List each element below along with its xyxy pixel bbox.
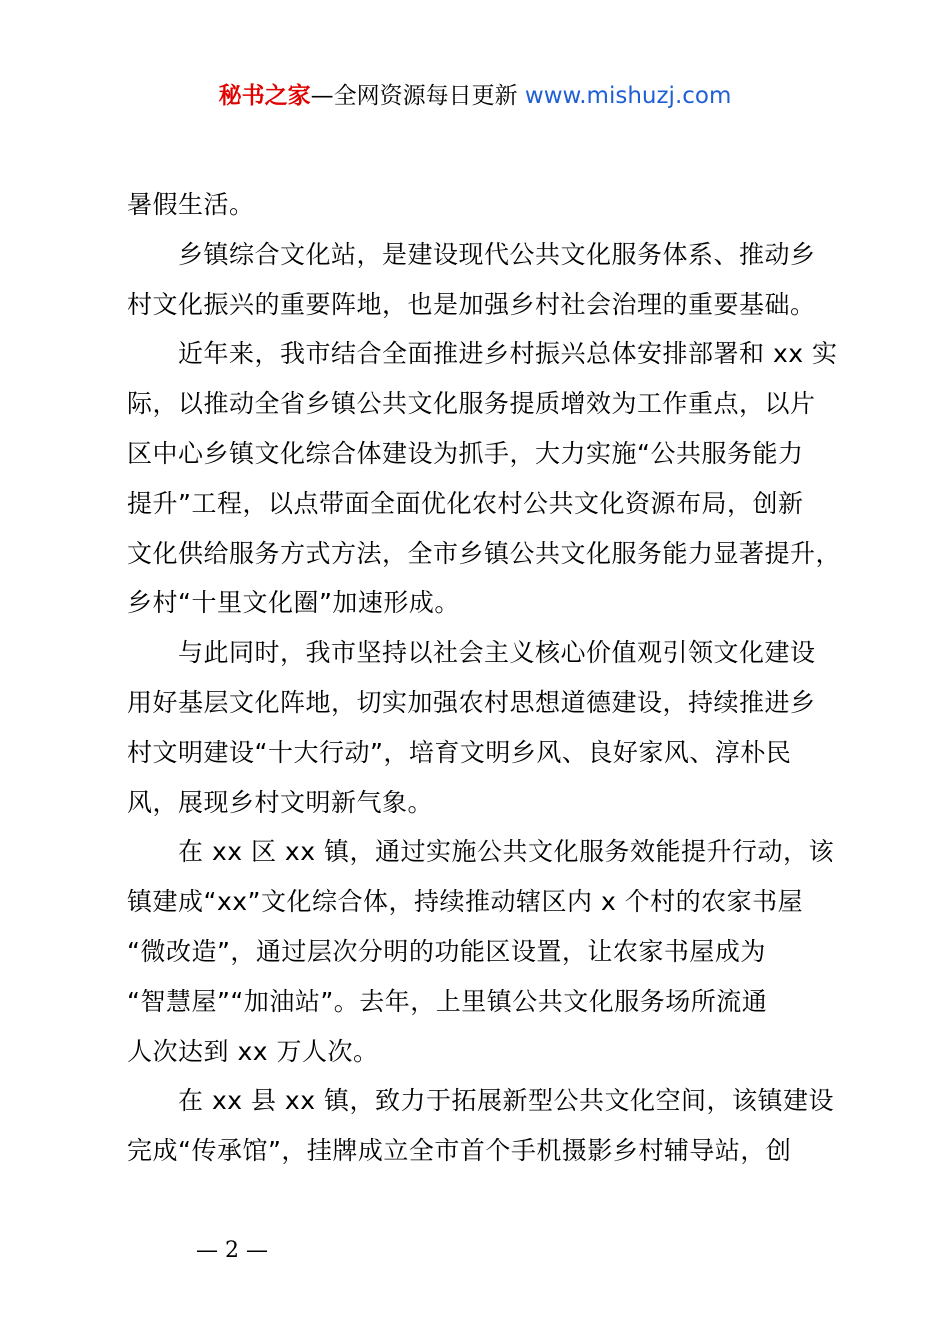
header-brand: 秘书之家 (218, 83, 311, 109)
text-line: 际，以推动全省乡镇公共文化服务提质增效为工作重点，以片 (127, 389, 816, 419)
text-line: 完成“传承馆”，挂牌成立全市首个手机摄影乡村辅导站，创 (127, 1136, 792, 1166)
text-line: 村文明建设“十大行动”，培育文明乡风、良好家风、淳朴民 (127, 737, 792, 767)
text-line: 提升”工程，以点带面全面优化农村公共文化资源布局，创新 (127, 488, 804, 518)
text-line: “微改造”，通过层次分明的功能区设置，让农家书屋成为 (127, 936, 766, 966)
text-line: 区中心乡镇文化综合体建设为抓手，大力实施“公共服务能力 (127, 438, 804, 468)
text-line: 村文化振兴的重要阵地，也是加强乡村社会治理的重要基础。 (127, 289, 816, 319)
text-line: 与此同时，我市坚持以社会主义核心价值观引领文化建设 (178, 638, 816, 668)
text-line: 在 xx 区 xx 镇，通过实施公共文化服务效能提升行动，该 (178, 837, 834, 867)
text-line: 在 xx 县 xx 镇，致力于拓展新型公共文化空间，该镇建设 (178, 1086, 834, 1116)
text-line: 文化供给服务方式方法，全市乡镇公共文化服务能力显著提升， (127, 538, 842, 568)
text-line: 乡村“十里文化圈”加速形成。 (127, 588, 460, 618)
text-line: “智慧屋”“加油站”。去年，上里镇公共文化服务场所流通 (127, 986, 768, 1016)
text-line: 乡镇综合文化站，是建设现代公共文化服务体系、推动乡 (178, 239, 816, 269)
text-line: 人次达到 xx 万人次。 (127, 1036, 379, 1066)
text-line: 暑假生活。 (127, 190, 255, 219)
text-line: 镇建成“xx”文化综合体，持续推动辖区内 x 个村的农家书屋 (127, 887, 804, 917)
header-tagline: —全网资源每日更新 (310, 83, 518, 109)
text-line: 用好基层文化阵地，切实加强农村思想道德建设，持续推进乡 (127, 687, 816, 717)
text-line: 近年来，我市结合全面推进乡村振兴总体安排部署和 xx 实 (178, 339, 838, 369)
page-header (0, 80, 950, 112)
page-number: — 2 — (196, 1238, 268, 1263)
body-text (127, 180, 842, 1176)
text-line: 风，展现乡村文明新气象。 (127, 787, 434, 817)
header-site-link[interactable]: www.mishuzj.com (524, 83, 732, 109)
